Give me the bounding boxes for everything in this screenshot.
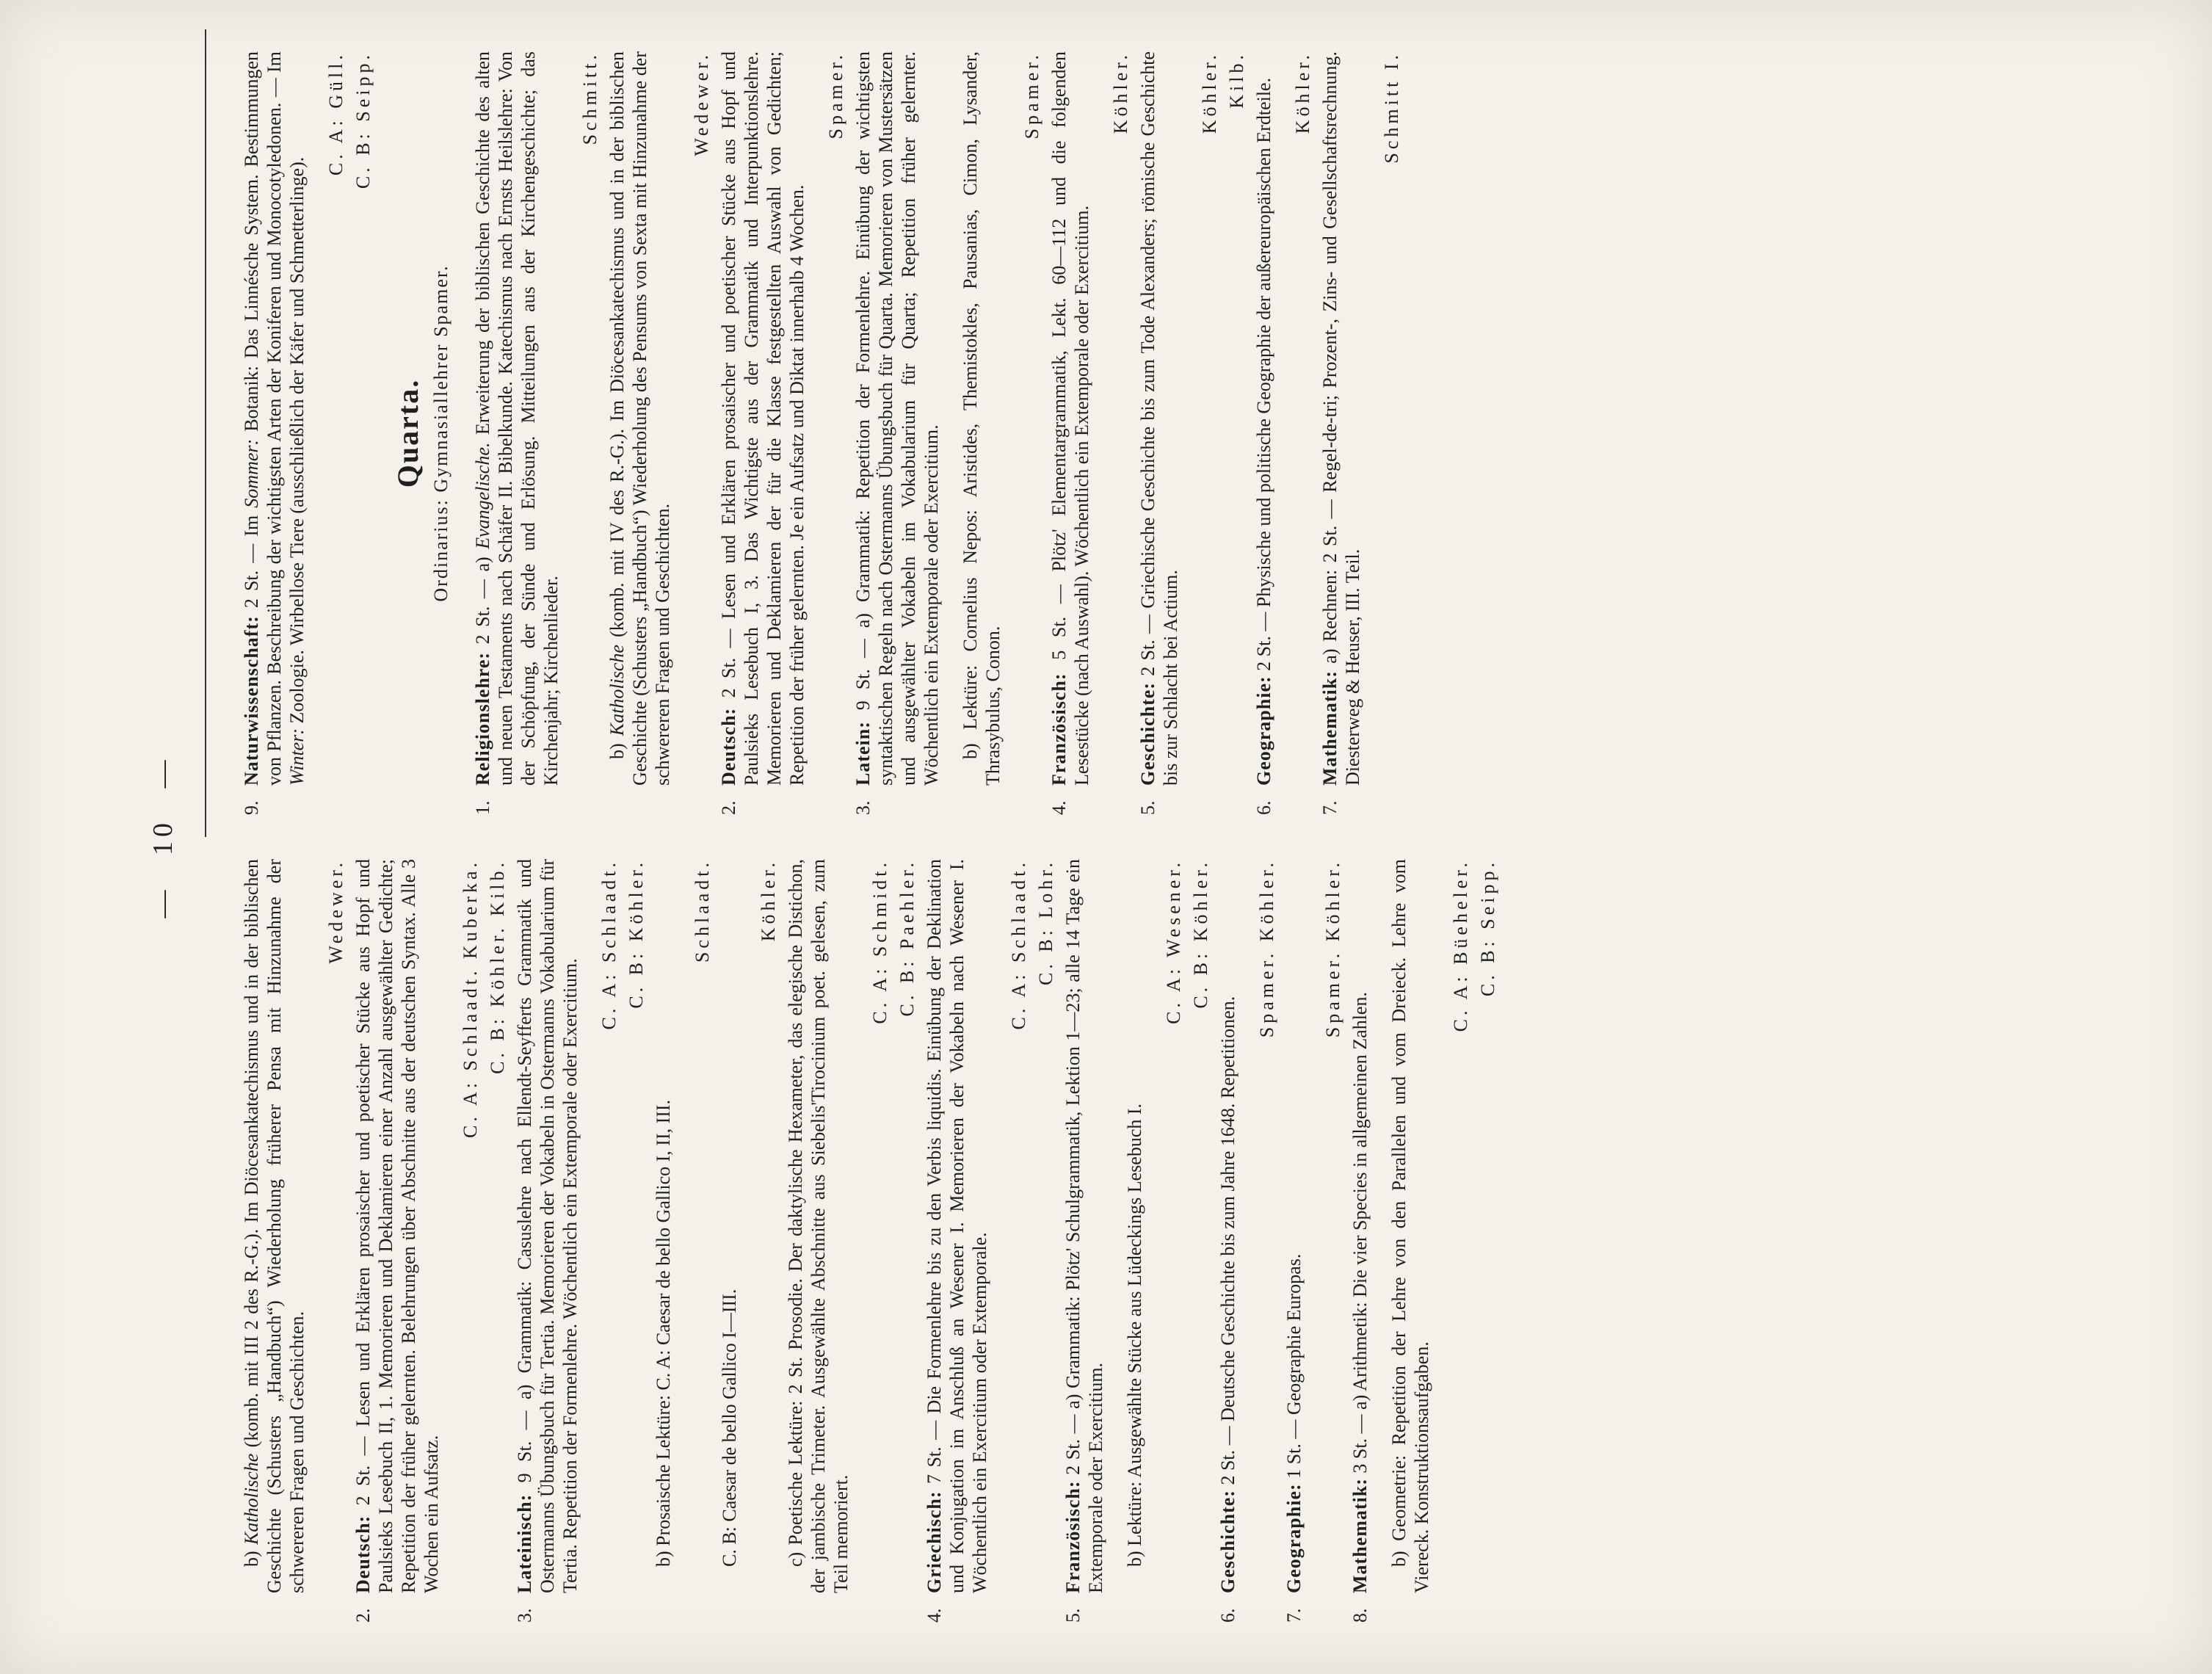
item-text: Zoologie. Wirbellose Tiere (ausschließlich der Käfer und Schmetterlinge). [286,156,308,724]
teacher-line: Kilb. [1225,51,1247,109]
teacher-line: Köhler. [757,859,779,942]
teacher-line: C. B: Köhler. [625,859,647,1009]
right-items [471,51,1403,815]
item-text: 7 St. — Die Formenlehre bis zu den Verbis liquidis. Einübung der Deklination und Konjugation im Anschluß an Wesener I. Memorieren der Vokabeln nach Wesener I. Wöchentlich ein Exercitium oder Extemporale. [923,858,990,1593]
teacher-line: C. B: Seipp. [352,51,374,189]
item-text: 3 St. — a) Arithmetik: Die vier Species in allgemeinen Zahlen. [1349,992,1371,1474]
item-text: 2 St. — Physische und politische Geographie der außereuropäischen Erdteile. [1252,77,1274,671]
document-page [147,29,2061,1645]
teacher-line: C. A: Schlaadt. Kuberka. [459,859,481,1138]
item-text: a) Rechnen: 2 St. — Regel-de-tri; Prozent-, Zins- und Gesellschaftsrechnung. Diesterweg & Heuser, III. Teil. [1319,51,1363,786]
subject-label: Mathematik: [1319,670,1341,786]
subject-item [1216,859,1239,1623]
left-items [352,859,1499,1623]
item-text: 1 St. — Geographie Europas. [1283,1253,1305,1479]
section-title: Quarta. [391,378,424,488]
subject-item [923,859,991,1623]
subject-label: Religionslehre: [471,651,493,786]
teacher-line: C. A: Schmidt. [869,859,891,1024]
teacher-line: C. A: Schlaadt. [1007,859,1029,1030]
subject-item [471,51,562,815]
item-number: 9. [240,800,262,815]
subject-item [1283,859,1305,1623]
subject-label: Latein: [852,721,874,786]
teacher-line: Spamer. [1020,51,1042,140]
subject-item [717,51,808,815]
teacher-line: Spamer. [824,51,846,140]
teacher-line: C. B: Köhler. Kilb. [486,859,508,1074]
subject-item [852,51,943,815]
item-text: (komb. mit IV des R.-G.). Im Diöcesankatechismus und in der biblischen Geschichte (Schusters „Handbuch“) Wiederholung des Pensums von Sexta mit Hinzunahme der schwereren Fragen und Geschichten. [606,51,673,786]
item-text: 2 St. — a) [471,557,493,645]
page-number: 10 [147,819,178,855]
sub-item: c) Poetische Lektüre: 2 St. Prosodie. Der daktylische Hexameter, das elegische Distichon, der jambische Trimeter. Ausgewählte Abschnitte aus Siebelis'Tirocinium poet. gelesen, zum Teil memoriert. [784,859,852,1593]
teacher-line: Schlaadt. [691,859,713,963]
teacher-line: Köhler. [1291,51,1313,134]
item-em: Evangelische. [471,442,493,549]
item-number: 2. [352,1608,374,1623]
season-summer: Sommer: [240,438,262,508]
left-column [240,859,1504,1623]
item-number: 1. [471,800,493,815]
item-text: 2 St. — Griechische Geschichte bis zum Tode Alexanders; römische Geschichte bis zur Schlacht bei Actium. [1136,51,1181,786]
subject-item [513,859,581,1623]
item-number: 7. [1319,800,1341,815]
item-text: 5 St. — Plötz' Elementargrammatik, Lekt. 60—112 und die folgenden Lesestücke (nach Auswahl). Wöchentlich ein Extemporale oder Exercitium. [1048,51,1092,786]
subject-label: Französisch: [1048,673,1070,786]
subject-item [1062,859,1107,1623]
teacher-line: Spamer. Köhler. [1255,859,1277,1038]
item-text: 2 St. — Im [240,515,262,609]
subject-item [1319,51,1364,815]
item-label: b) [606,743,628,759]
teacher-line: Köhler. [1109,51,1131,134]
ordinarius-line: Ordinarius: Gymnasiallehrer Spamer. [429,264,452,602]
subject-label: Mathematik: [1349,1478,1371,1593]
item-number: 4. [1048,800,1070,815]
header-dash-right: — [147,756,178,789]
item-text: 2 St. — Lesen und Erklären prosaischer und poetischer Stücke aus Hopf und Paulsieks Lesebuch I, 3. Das Wichtigste aus der Grammatik und Interpunktionslehre. Memorieren und Deklamieren der für die Klasse festgestellten Auswahl von Gedichten; Repetition der früher gelernten. Je ein Aufsatz und Diktat innerhalb 4 Wochen. [717,51,808,786]
item-em: Katholische [606,645,628,736]
teacher-line: Schmitt I. [1380,51,1402,164]
subject-label: Geographie: [1283,1483,1305,1593]
subject-label: Geschichte: [1216,1490,1239,1593]
teacher-line: C. A: Wesener. [1162,859,1184,1024]
naturwissenschaft-item [240,51,308,815]
item-text: Botanik: Das Linnésche System. Bestimmungen von Pflanzen. Beschreibung der wichtigsten Arten der Koniferen und Monocotyledonen. — Im [240,51,285,786]
item-label: b) [240,1551,262,1567]
sub-item: b) Prosaische Lektüre: C. A: Caesar de bello Gallico I, II, III. [652,1099,674,1567]
subject-label: Naturwissenschaft: [240,615,262,786]
teacher-line: Wedewer. [690,51,712,156]
item-number: 4. [923,1608,945,1623]
teacher-line: C. B: Köhler. [1189,859,1211,1009]
divider-rule [205,29,206,837]
teacher-line: Wedewer. [324,859,347,964]
item-text: 9 St. — a) Grammatik: Repetition der Formenlehre. Einübung der wichtigsten syntaktischen Regeln nach Ostermanns Übungsbuch für Quarta. Memorieren von Mustersätzen und ausgewählter Vokabeln im Vokabularium für Quarta; Repetition früher gelernter. Wöchentlich ein Extemporale oder Exercitium. [852,51,942,786]
teacher-line: C. A: Büeheler. [1449,859,1471,1032]
item-number: 7. [1283,1608,1305,1623]
item-number: 6. [1216,1608,1239,1623]
subject-label: Deutsch: [717,707,739,786]
item-number: 2. [717,800,739,815]
item-number: 3. [513,1608,535,1623]
katholische-b [240,859,308,1623]
teacher-line: C. A: Güll. [324,51,347,176]
item-text: 2 St. — Deutsche Geschichte bis zum Jahre 1648. Repetitionen. [1216,996,1239,1485]
subject-label: Geschichte: [1136,682,1158,786]
teacher-line: C. A: Schlaadt. [598,859,620,1030]
teacher-line: Köhler. [1198,51,1220,134]
teacher-line: C. B: Seipp. [1476,859,1498,997]
item-text: (komb. mit III 2 des R.-G.). Im Diöcesankatechismus und in der biblischen Geschichte (Schusters „Handbuch“) Wiederholung früherer Pensa mit Hinzunahme der schwereren Fragen und Geschichten. [240,858,308,1593]
sub-item [606,51,674,815]
item-text: 2 St. — Lesen und Erklären prosaischer und poetischer Stücke aus Hopf und Paulsieks Lesebuch II, 1. Memorieren und Deklamieren einer Anzahl ausgewählter Gedichte; Repetition der früher gelernten. Belehrungen über Abschnitte aus der deutschen Syntax. Alle 3 Wochen ein Aufsatz. [352,858,442,1593]
teacher-line: Spamer. Köhler. [1321,859,1343,1038]
teacher-line: C. B: Paehler. [896,859,918,1017]
sub-item: C. B: Caesar de bello Gallico I—III. [718,1289,740,1567]
teacher-line: C. B: Lohr. [1034,859,1056,986]
item-number: 3. [852,800,874,815]
header-dash-left: — [147,885,178,918]
subject-item [352,859,443,1623]
sub-item: b) Geometrie: Repetition der Lehre von den Parallelen und vom Dreieck. Lehre vom Viereck. Konstruktionsaufgaben. [1388,859,1432,1593]
item-number: 5. [1062,1608,1084,1623]
page-header [147,29,218,1645]
item-em: Katholische [240,1453,262,1545]
item-number: 6. [1252,800,1274,815]
subject-item [1349,859,1371,1623]
sub-item: b) Lektüre: Ausgewählte Stücke aus Lüdeckings Lesebuch I. [1123,1103,1145,1567]
item-text: Erweiterung der biblischen Geschichte des alten und neuen Testaments nach Schäfer II. Bibelkunde. Katechismus nach Ernsts Heilslehre: Von der Schöpfung, der Sünde und Erlösung. Mitteilungen aus der Kirchengeschichte; das Kirchenjahr; Kirchenlieder. [471,51,562,786]
right-column [240,51,1407,815]
teacher-line: Schmitt. [579,51,601,145]
season-winter: Winter: [286,728,308,786]
item-number: 5. [1136,800,1158,815]
subject-label: Geographie: [1252,675,1274,786]
item-text: 2 St. — a) Grammatik: Plötz' Schulgrammatik, Lektion 1—23; alle 14 Tage ein Extemporale oder Exercitium. [1062,859,1106,1593]
subject-label: Griechisch: [923,1490,945,1593]
item-text: 9 St. — a) Grammatik: Casuslehre nach Ellendt-Seyfferts Grammatik und Ostermanns Übungsbuch für Tertia. Memorieren der Vokabeln in Ostermanns Vokabularium für Tertia. Repetition der Formenlehre. Wöchentlich ein Extemporale oder Exercitium. [513,859,581,1593]
subject-label: Deutsch: [352,1515,374,1593]
subject-item [1136,51,1182,815]
subject-item [1252,51,1275,815]
subject-label: Lateinisch: [513,1493,535,1593]
subject-label: Französisch: [1062,1480,1084,1593]
item-number: 8. [1349,1608,1371,1623]
sub-item: b) Lektüre: Cornelius Nepos: Aristides, Themistokles, Pausanias, Cimon, Lysander, Thrasybulus, Conon. [959,51,1004,786]
subject-item [1048,51,1093,815]
